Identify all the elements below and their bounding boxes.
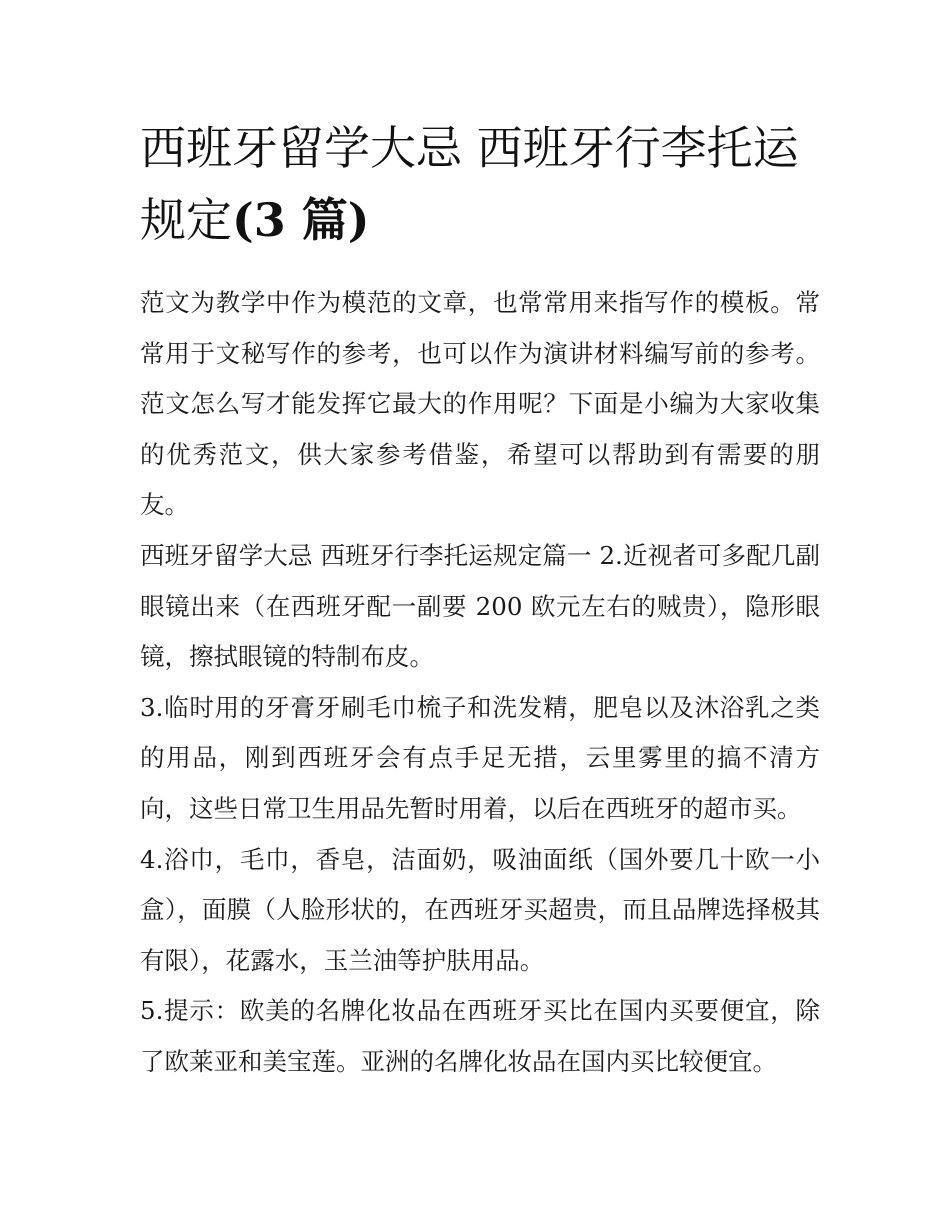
document-content	[140, 112, 820, 1088]
document-title	[140, 112, 820, 256]
paragraph-item-5: 5.提示：欧美的名牌化妆品在西班牙买比在国内买要便宜，除了欧莱亚和美宝莲。亚洲的名牌化妆品在国内买比较便宜。	[140, 996, 820, 1076]
intro-paragraph: 范文为教学中作为模范的文章，也常常用来指写作的模板。常常用于文秘写作的参考，也可以作为演讲材料编写前的参考。范文怎么写才能发挥它最大的作用呢？下面是小编为大家收集的优秀范文，供大家参考借鉴，希望可以帮助到有需要的朋友。	[140, 288, 820, 520]
paragraph-item-4: 4.浴巾，毛巾，香皂，洁面奶，吸油面纸（国外要几十欧一小盒），面膜（人脸形状的，在西班牙买超贵，而且品牌选择极其有限），花露水，玉兰油等护肤用品。	[140, 844, 820, 975]
title-main: 西班牙留学大忌 西班牙行李托运规定	[140, 121, 799, 247]
paragraph-item-3: 3.临时用的牙膏牙刷毛巾梳子和洗发精，肥皂以及沐浴乳之类的用品，刚到西班牙会有点手足无措，云里雾里的搞不清方向，这些日常卫生用品先暂时用着，以后在西班牙的超市买。	[140, 692, 820, 823]
paragraph-item-2: 西班牙留学大忌 西班牙行李托运规定篇一 2.近视者可多配几副眼镜出来（在西班牙配一副要 200 欧元左右的贼贵），隐形眼镜，擦拭眼镜的特制布皮。	[140, 540, 820, 672]
document-body	[140, 278, 820, 1088]
title-suffix: (3 篇)	[232, 193, 370, 247]
